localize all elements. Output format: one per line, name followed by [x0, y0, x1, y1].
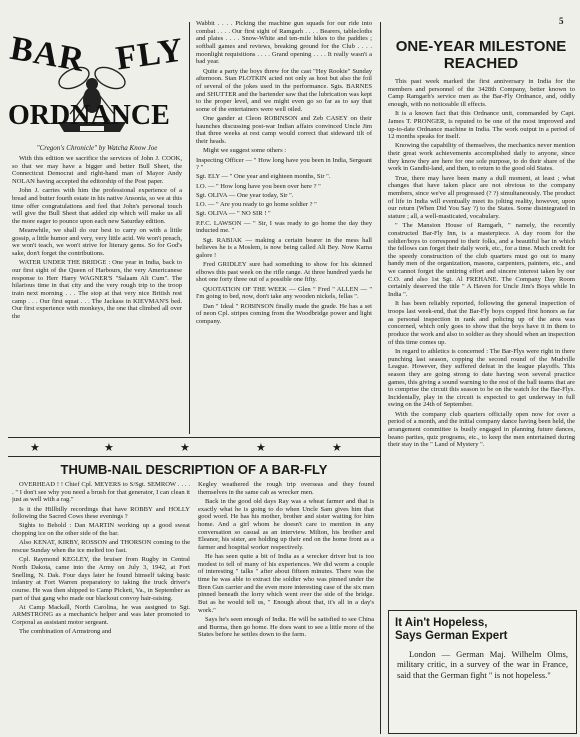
thumbnail-paragraph: Says he's seen enough of India. He will be satisfied to see China and Burma, then go home. He does want to see a little more of the States before he settles down to the farm.: [198, 615, 374, 639]
col2-paragraph: Sgt. RABIAK — making a certain bearer in the mess hall believes he is a Moslem, is now being called Ali Bey. Now Karna galore !: [196, 236, 372, 259]
col2-paragraph: Might we suggest some others :: [203, 147, 287, 155]
col2-paragraph: One gander at Cleon ROBINSON and Zeb CASEY on their haunches discussing post-war Indian affairs convinced Uncle Jim that three weeks at rest camp would correct that sideward tilt of their heads.: [196, 115, 372, 146]
thumbnail-paragraph: Back in the good old days Ray was a wheat farmer and that is exactly what he is going to do when Uncle Sam gives him that good word. He has his mother, brother and sister waiting for him home. And a girl whom he doesn't care to mention in any conversation so casual as an interview. Milton, his brother and Eleanor, his sister, are holding up their end on the home front as a farmer and hospital worker respectively.: [198, 497, 374, 551]
page-number: 5: [559, 16, 564, 26]
thumbnail-paragraph: Also KENAT, KIRBY, ROSSON and THORSON coming to the rescue Sunday when the ice melted too fast.: [12, 539, 190, 555]
col3-paragraph: Knowing the capability of themselves, the mechanics never mention their great work achievements accomplished daily to anyone, since they know they are here for one sole purpose, to do their share of the work in Gandhi-land, and then, to return to the good old States.: [388, 142, 575, 173]
col2-dialogue-line: I.O. — " Are you ready to go home soldier ? ": [196, 201, 317, 209]
bar-fly-ordnance-logo: [8, 30, 186, 138]
thumbnail-column-right: [198, 481, 374, 733]
col1-paragraph: With this edition we sacrifice the services of John J. COOK, so that we may have a bigger and better Bull Sheet, the Connecticut Democrat and right-hand man of Mayor Andy NOLAN having accepted the editorship of the Post paper.: [12, 155, 182, 185]
thumbnail-paragraph: He has seen quite a bit of India as a wrecker driver but is too modest to tell of many of his experiences. We did worm a couple of interesting " talks " after about fifteen minutes. There was the time he was able to extract the soldier who was pinned under the Bren Gun carrier and the even more interesting case of the six men pinned beneath the lorry which went over the side of the bridge. But as he would tell us, " Enough about that, it's all in a day's work.": [198, 553, 374, 614]
section-rule-top: [8, 437, 380, 438]
logo-word-bar: BAR: [7, 29, 88, 80]
thumbnail-column-left: [12, 481, 190, 733]
column-gossip-continued: [196, 20, 372, 434]
col3-paragraph: True, there may have been many a dull moment, at least ; what changes that have taken place are not obvious to the company members, since we've all progressed (? ?) simultaneously. The product of life in India will eventually meet its jolting reality, however, upon our return (When Did You Say ?) to the States. Some disintegrated in stature ; all, a well-masticated, vocabulary.: [388, 174, 575, 220]
col1-paragraph: John J. carries with him the professional experience of a bread and butter fourth estate in his native Ansonia, so we at this time offer congratulations and feel that John's personal touch will give the Bull Sheet that added zip which will make us all the more eager to pounce upon each new Saturday edition.: [12, 187, 182, 225]
milestone-title-line2: REACHED: [443, 55, 519, 72]
section-rule-bottom: [8, 456, 380, 457]
star-ornament: ★: [104, 442, 114, 454]
thumbnail-paragraph: Is it the Hillbilly recordings that have ROBBY and HOLLY following the Sacred Cows these evenings ?: [12, 505, 190, 521]
box-title-line2: Says German Expert: [395, 630, 508, 642]
col3-paragraph: With the company club quarters officially open now for over a period of a month, and the initial company dance having been held, the arrangement committee is busily engaged in planning future dances, beano parties, quiz programs, etc., to keep the men entertained during their stay in the " Land of Mystery ".: [388, 410, 575, 449]
thumbnail-paragraph: OVERHEAD ! ! Chief Cpl. MEYERS to S/Sgt. SEMROW . . . . . " I don't see why you need a brush for that generator, I can clean it just as well with a rag.": [12, 481, 190, 504]
star-ornament: ★: [332, 442, 342, 454]
milestone-headline: [386, 38, 576, 72]
logo-word-fly: FLY: [113, 31, 187, 78]
thumbnail-paragraph: Cpl. Raymond KEGLEY, the bruiser from Rugby in Central North Dakota, came into the Army on July 3, 1942, at Fort Snelling, N. Dak. Four days later he found himself taking basic infantry at Fort Warren preparatory to taking the truck driver's course. He was then shipped to Camp Pickett, Va., in September as part of that gang who made our blackout convoy hair-raising.: [12, 556, 190, 602]
col2-paragraph: Dan " Ideal " ROBINSON finally made the grade. He has a set of neon Cpl. stripes coming from the Woodbridge power and light company.: [196, 302, 372, 325]
col3-paragraph: It has been reliably reported, following the general inspection of troops last week-end, that the Bar-Fly boys copped first honors as far as personal inspection in rank and policing up of the area was concerned, which only goes to show that the boys have it in them to produce the work and also to soldier as they should when an inspection of this time comes up.: [388, 300, 575, 346]
column-divider: [189, 22, 190, 434]
column-divider: [380, 22, 381, 734]
col1-paragraph: WATER UNDER THE BRIDGE : One year in India, back to our first sight of the Queen of Harbours, the very Americanese response to Herr Harry WAGNER'S "Salaam Ali Cum". The hilarious time in that city and the very rough trip to the troop train next morning . . . The stop at that very nice British rest camp . . . Our first squat . . . The Jackass in KIEVMAN'S bed. Our first experience with monkeys, the one that climbed all over the: [12, 259, 182, 320]
thumbnail-title: THUMB-NAIL DESCRIPTION OF A BAR-FLY: [60, 462, 328, 477]
milestone-title-line1: ONE-YEAR MILESTONE: [395, 38, 567, 55]
col2-dialogue-line: Sgt. OLIVA — " NO SIR ! ": [196, 210, 271, 218]
col2-paragraph: Quite a party the boys threw for the cast "Hey Rookie" Sunday afternoon. Stan PLOTKIN acted not only as host but also the foil of several of the jokes used in the performance. Sgts. BARNES and SHUTTER and the bartender saw that the lubrication was kept to the proper level, and we might even go so far as to say that some of the entertainers were well oiled.: [196, 67, 372, 113]
thumbnail-paragraph: Kegley weathered the rough trip overseas and they found themselves in the same cab as wrecker men.: [198, 481, 374, 496]
col2-dialogue-line: Sgt. ELY — " One year and eighteen months, Sir ".: [196, 173, 331, 181]
thumbnail-paragraph: Sights to Behold : Dan MARTIN working up a good sweat chopping ice on the other side of the bar.: [12, 522, 190, 538]
col2-paragraph: Wabbit . . . . Picking the machine gun squads for our ride into combat . . . . Our first sight of Ramgarh . . . . Bearers, tablecloths and plates . . . . Snow-White and ten-mile hikes to the paddies ; softball games and reviews, breaking ground for the Club . . . . moonlight requisitions . . . . Grand opening . . . . It really wasn't a bad year.: [196, 20, 372, 66]
col2-dialogue-line: Sgt. OLIVA — One year today, Sir ".: [196, 191, 294, 199]
box-title-line1: It Ain't Hopeless,: [395, 617, 488, 629]
star-ornament: ★: [180, 442, 190, 454]
col3-paragraph: This past week marked the first anniversary in India for the members and personnel of the 3428th Company, better known to Camp Ramgarh's service men as the Bar-Fly Ordnance, and, oddly enough, with no noticeable ill effects.: [388, 78, 575, 108]
column-cregons-chronicle: [12, 142, 182, 434]
logo-word-ordnance: ORDNANCE: [8, 100, 170, 131]
column-milestone-article: [388, 78, 575, 606]
column-byline: "Cregon's Chronicle" by Watcha Know Joe: [36, 144, 158, 152]
col2-paragraph: QUOTATION OF THE WEEK — Glen " Fred " ALLEN — " I'm going to bed, now, don't take any wooden nickels, fellas ".: [196, 285, 372, 301]
col1-paragraph: Meanwhile, we shall do our best to carry on with a little gossip, a little humor and very, very little acid. We won't preach, we won't teach, we won't strive for literary gems. So for God's sake, don't forget the contributions.: [12, 227, 182, 258]
star-ornament: ★: [256, 442, 266, 454]
thumbnail-paragraph: The combination of Armstrong and: [19, 628, 112, 636]
german-expert-box: [388, 610, 577, 734]
col2-dialogue-line: P.F.C. LAWSON — " Sir, I was ready to go home the day they inducted me. ": [196, 219, 372, 235]
box-paragraph: London — German Maj. Wilhelm Olms, military critic, in a survey of the war in France, said that the German fight " is not hopeless.": [397, 649, 568, 680]
col3-paragraph: " The Mansion House of Ramgarh, " namely, the recently constructed Bar-Fly Inn, is a masterpiece. A day room for the soldier/boys to correspond to their folks, and a beautiful bar in which the fellows can forget their daily work, etc., for a time. Much credit for the speedy construction of the club quarters must go out to many handy men of the organization, masons, carpenters, painters, etc., and we cannot forget the untiring effort and sincere interest taken by our C.O. and also 1st Sgt. Al FREHANE. The Company Day Room certainly deserved the title " A Haven for Uncle Jim's Boys while In India ".: [388, 222, 575, 299]
col3-paragraph: In regard to athletics is concerned : The Bar-Flys were right in there punching last season, copping the second round of the Mudville League. However, they suffered defeat in the league playoffs. This season they are going strong to date having won several practice games, this giving a sound warning to the rest of the ball teams that are to comprise the circuit this season to be on the watch for the Bar-Flys. Incidentally, play in the circuit is expected to get underway in full swing on the 24th of September.: [388, 347, 575, 409]
star-ornament: ★: [30, 442, 40, 454]
col2-dialogue-line: Inspecting Officer — " How long have you been in India, Sergeant ? ": [196, 156, 372, 172]
thumbnail-paragraph: At Camp Mackall, North Carolina, he was assigned to Sgt. ARMSTRONG as a mechanic's helper and was later promoted to Corporal as assistant motor sergeant.: [12, 603, 190, 627]
col2-paragraph: Fred GRIDLEY sure had something to show for his skinned elbows this past week on the rifle range. At three hundred yards he shot one forty three out of a possible one fifty.: [196, 261, 372, 284]
col2-dialogue-line: I.O. — " How long have you been over here ? ": [196, 182, 321, 190]
col3-paragraph: It is a known fact that this Ordnance unit, commanded by Capt. James T. PRONGER, is reputed to be one of the most improved and up-to-date Ordnance machine in India. The work output in a period of 12 months speaks for itself.: [388, 110, 575, 141]
